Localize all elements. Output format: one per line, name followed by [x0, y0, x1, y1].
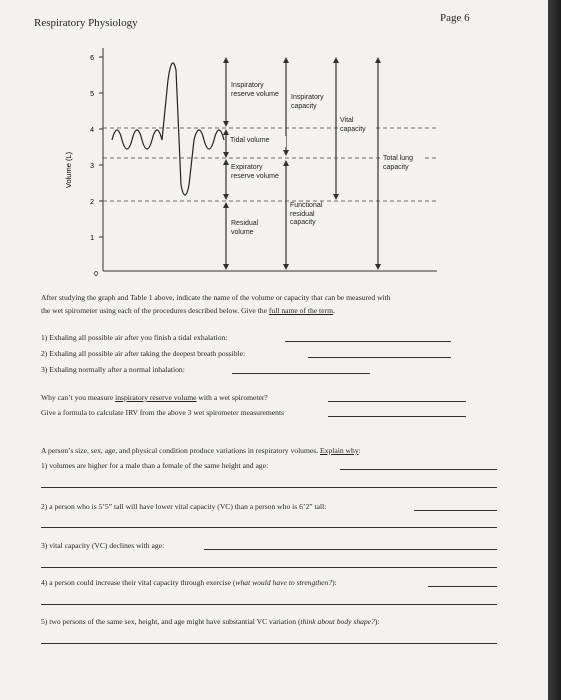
erv-label: Expiratory reserve volume	[231, 164, 279, 180]
answer-line-p4b[interactable]	[41, 604, 497, 605]
answer-line-formula[interactable]	[328, 416, 466, 417]
answer-line-p2[interactable]	[414, 510, 497, 511]
rv-label: Residual volume	[231, 220, 259, 236]
person-question-1: 1) volumes are higher for a male than a female of the same height and age:	[41, 461, 269, 470]
answer-line-p1[interactable]	[340, 469, 497, 470]
question-1: 1) Exhaling all possible air after you finish a tidal exhalation:	[41, 333, 228, 342]
irv-label: Inspiratory reserve volume	[231, 82, 279, 98]
answer-line-3[interactable]	[232, 373, 370, 374]
y-tick-label: 1	[90, 235, 94, 242]
y-tick-label: 6	[90, 55, 94, 62]
person-question-3: 3) vital capacity (VC) declines with age:	[41, 541, 165, 550]
y-tick-label: 5	[90, 91, 94, 98]
answer-line-p4[interactable]	[428, 586, 497, 587]
y-tick-label: 0	[94, 271, 98, 278]
tv-label: Tidal volume	[230, 136, 286, 147]
worksheet-title: Respiratory Physiology	[34, 17, 138, 29]
vc-label: Vital capacity	[340, 117, 376, 134]
person-question-5: 5) two persons of the same sex, height, and age might have substantial VC variation (think about body shape?):	[41, 617, 380, 626]
question-3: 3) Exhaling normally after a normal inhalation:	[41, 365, 185, 374]
answer-line-p1b[interactable]	[41, 487, 497, 488]
answer-line-1[interactable]	[285, 341, 451, 342]
question-formula: Give a formula to calculate IRV from the above 3 wet spirometer measurements	[41, 408, 285, 417]
person-variation-intro: A person’s size, sex, age, and physical condition produce variations in respiratory volumes. Explain why:	[41, 446, 361, 455]
answer-line-p2b[interactable]	[41, 527, 497, 528]
question-2: 2) Exhaling all possible air after taking the deepest breath possible:	[41, 349, 246, 358]
intro-line-1: After studying the graph and Table 1 above, indicate the name of the volume or capacity that can be measured with	[41, 293, 391, 302]
y-axis-label: Volume (L)	[64, 151, 73, 189]
intro-line-2: the wet spirometer using each of the procedures described below. Give the full name of the term.	[41, 306, 335, 315]
tlc-label: Total lung capacity	[383, 155, 423, 172]
answer-line-2[interactable]	[308, 357, 451, 358]
answer-line-p3b[interactable]	[41, 567, 497, 568]
frc-label: Functional residual capacity	[290, 202, 336, 228]
page-number: Page 6	[440, 12, 470, 24]
answer-line-p5[interactable]	[41, 643, 497, 644]
question-why-irv: Why can’t you measure inspiratory reserve volume with a wet spirometer?	[41, 393, 268, 402]
y-tick-label: 2	[90, 199, 94, 206]
answer-line-p3[interactable]	[204, 549, 497, 550]
person-question-4: 4) a person could increase their vital capacity through exercise (what would have to strengthen?):	[41, 578, 337, 587]
person-question-2: 2) a person who is 5’5” tall will have lower vital capacity (VC) than a person who is 6’2” tall:	[41, 502, 327, 511]
spirogram-trace	[112, 63, 224, 195]
desk-background	[548, 0, 561, 700]
lung-volumes-graph	[0, 0, 548, 300]
answer-line-why[interactable]	[328, 401, 466, 402]
ic-label: Inspiratory capacity	[291, 94, 324, 110]
y-tick-label: 3	[90, 163, 94, 170]
y-tick-label: 4	[90, 127, 94, 134]
